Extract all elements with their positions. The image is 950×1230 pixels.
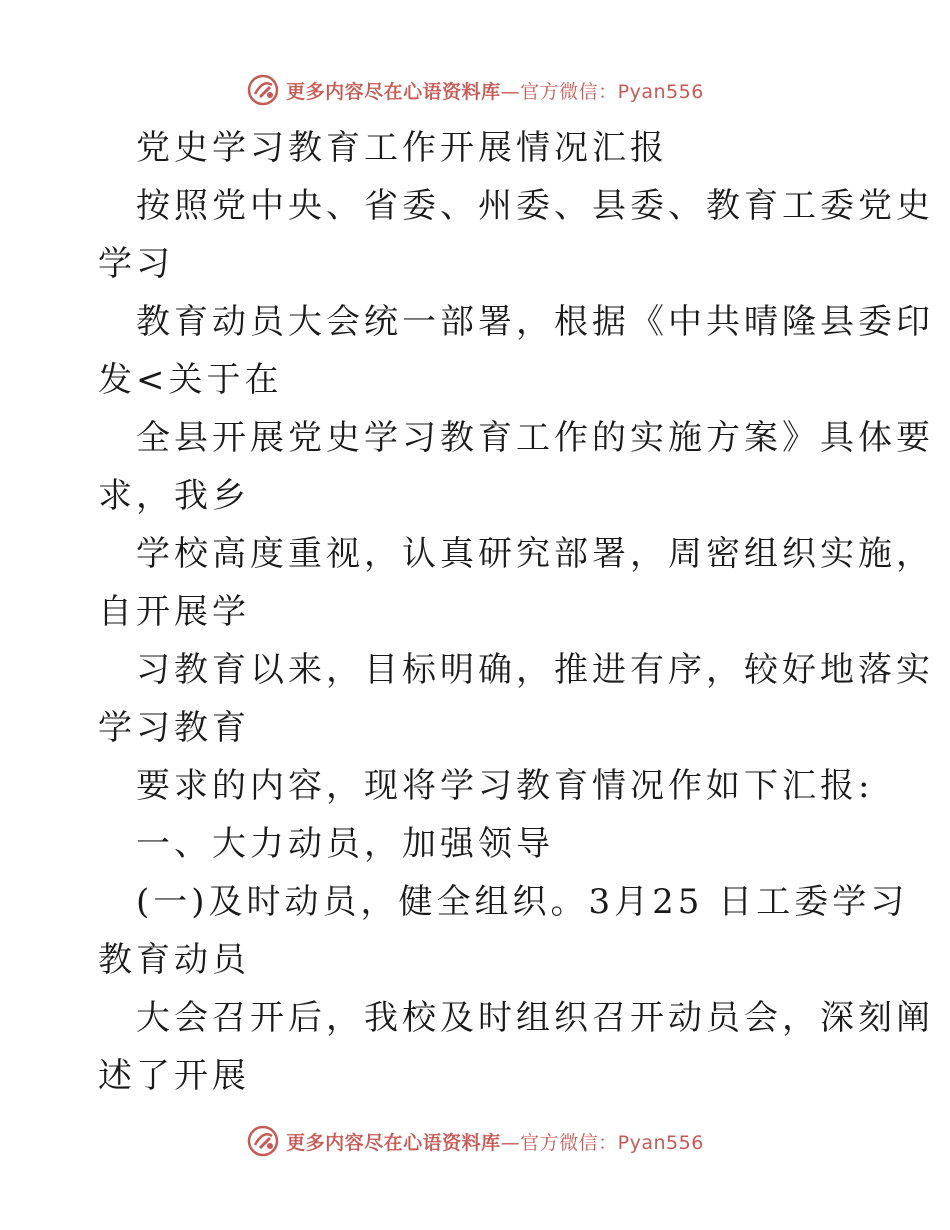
watermark-contact: 官方微信：Pyan556 bbox=[520, 1131, 704, 1154]
paragraph-line: 学习教育 bbox=[98, 708, 250, 748]
paragraph-line: 全县开展党史学习教育工作的实施方案》具体要 bbox=[136, 418, 934, 458]
watermark-separator: — bbox=[500, 80, 521, 103]
paragraph-line: 按照党中央、省委、州委、县委、教育工委党史 bbox=[136, 186, 934, 226]
paragraph-line: 求，我乡 bbox=[98, 476, 250, 516]
watermark-contact: 官方微信：Pyan556 bbox=[520, 80, 704, 103]
watermark-separator: — bbox=[500, 1131, 521, 1154]
paragraph-line: 教育动员大会统一部署，根据《中共晴隆县委印 bbox=[136, 302, 934, 342]
library-logo-icon bbox=[246, 1124, 280, 1158]
paragraph-line: 教育动员 bbox=[98, 940, 250, 980]
library-logo-icon bbox=[246, 73, 280, 107]
watermark-header bbox=[0, 70, 950, 110]
subsection-heading: (一)及时动员，健全组织。3月25 日工委学习 bbox=[136, 882, 909, 922]
paragraph-line: 大会召开后，我校及时组织召开动员会，深刻阐 bbox=[136, 998, 934, 1038]
paragraph-line: 学校高度重视，认真研究部署，周密组织实施， bbox=[136, 534, 934, 574]
section-heading: 一、大力动员，加强领导 bbox=[136, 824, 554, 864]
watermark-footer bbox=[0, 1121, 950, 1161]
paragraph-line: 自开展学 bbox=[98, 592, 250, 632]
paragraph-line: 述了开展 bbox=[98, 1056, 250, 1096]
watermark-brand: 更多内容尽在心语资料库 bbox=[286, 80, 501, 103]
paragraph-line: 要求的内容，现将学习教育情况作如下汇报: bbox=[136, 766, 874, 806]
watermark-text bbox=[286, 77, 704, 104]
document-title: 党史学习教育工作开展情况汇报 bbox=[136, 128, 668, 168]
paragraph-line: 发<关于在 bbox=[98, 360, 283, 400]
paragraph-line: 学习 bbox=[98, 244, 174, 284]
watermark-brand: 更多内容尽在心语资料库 bbox=[286, 1131, 501, 1154]
watermark-text bbox=[286, 1128, 704, 1155]
paragraph-line: 习教育以来，目标明确，推进有序，较好地落实 bbox=[136, 650, 934, 690]
